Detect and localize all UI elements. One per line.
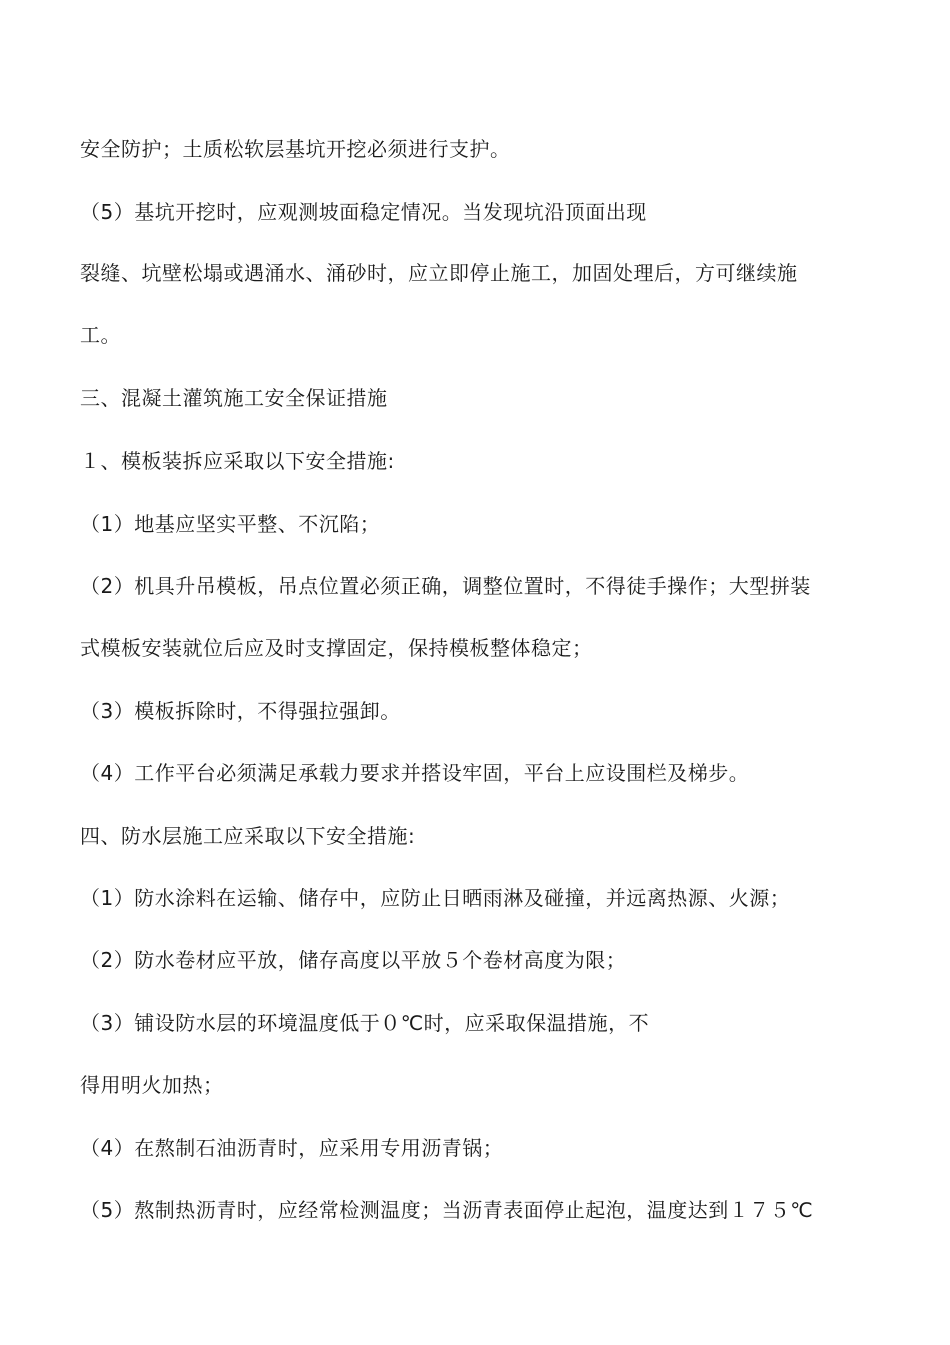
text-line-18: （5）熬制热沥青时，应经常检测温度；当沥青表面停止起泡，温度达到１７５℃ <box>80 1198 814 1222</box>
subsection-heading-1: １、模板装拆应采取以下安全措施: <box>80 449 395 473</box>
text-line-10: （3）模板拆除时，不得强拉强卸。 <box>80 699 401 723</box>
text-line-13: （1）防水涂料在运输、储存中，应防止日晒雨淋及碰撞，并远离热源、火源； <box>80 886 791 910</box>
text-line-15: （3）铺设防水层的环境温度低于０℃时，应采取保温措施，不 <box>80 1011 650 1035</box>
text-line-3: 裂缝、坑壁松塌或遇涌水、涌砂时，应立即停止施工，加固处理后，方可继续施 <box>80 261 798 285</box>
text-line-9: 式模板安装就位后应及时支撑固定，保持模板整体稳定； <box>80 636 593 660</box>
text-line-7: （1）地基应坚实平整、不沉陷； <box>80 512 381 536</box>
text-line-11: （4）工作平台必须满足承载力要求并搭设牢固，平台上应设围栏及梯步。 <box>80 761 750 785</box>
text-line-2: （5）基坑开挖时，应观测坡面稳定情况。当发现坑沿顶面出现 <box>80 200 647 224</box>
text-line-8: （2）机具升吊模板，吊点位置必须正确，调整位置时，不得徒手操作；大型拼装 <box>80 574 811 598</box>
text-line-1: 安全防护；土质松软层基坑开挖必须进行支护。 <box>80 137 511 161</box>
text-line-14: （2）防水卷材应平放，储存高度以平放５个卷材高度为限； <box>80 948 627 972</box>
section-heading-3: 三、混凝土灌筑施工安全保证措施 <box>80 386 388 410</box>
text-line-17: （4）在熬制石油沥青时，应采用专用沥青锅； <box>80 1136 504 1160</box>
text-line-16: 得用明火加热； <box>80 1073 224 1097</box>
section-heading-4: 四、防水层施工应采取以下安全措施: <box>80 824 416 848</box>
text-line-4: 工。 <box>80 323 121 347</box>
